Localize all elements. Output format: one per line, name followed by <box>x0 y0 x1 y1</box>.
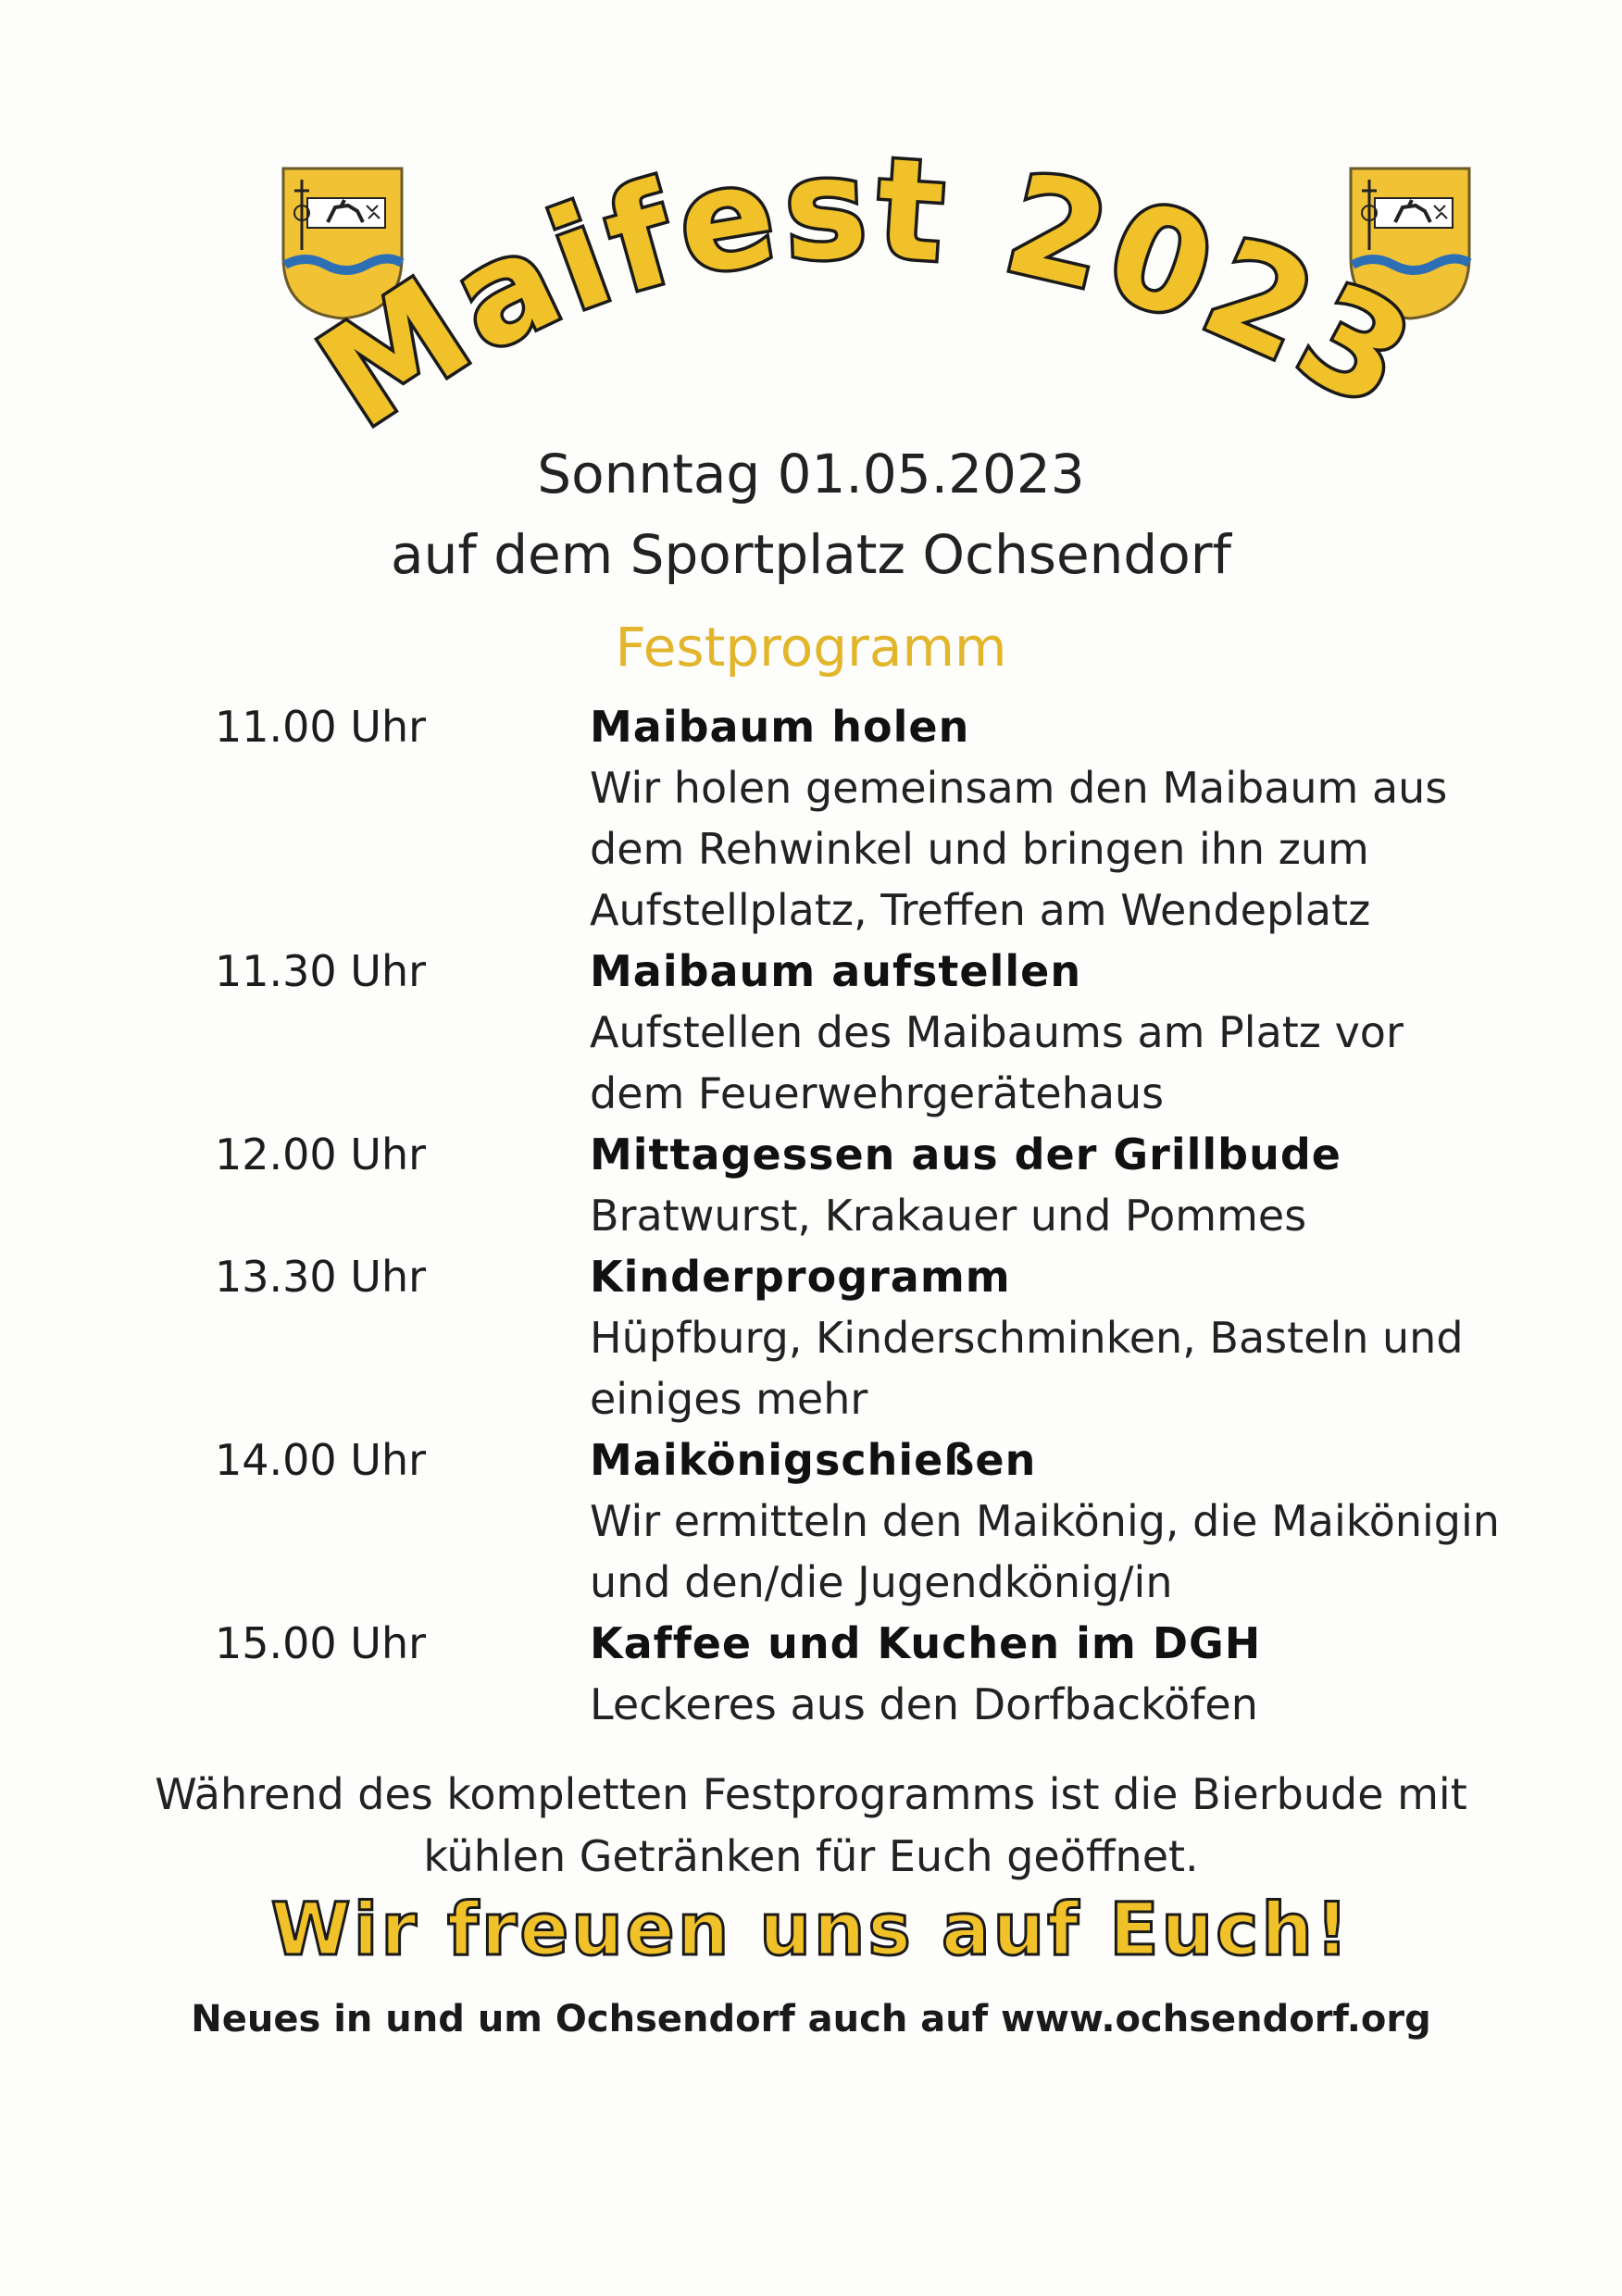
entry-time: 13.30 Uhr <box>215 1252 427 1302</box>
program-heading: Festprogramm <box>615 616 1007 679</box>
entry-time: 11.30 Uhr <box>215 946 427 996</box>
schedule-entry <box>215 1613 1529 1735</box>
schedule-entry <box>215 941 1529 1124</box>
footer-website: Neues in und um Ochsendorf auch auf www.ochsendorf.org <box>191 1998 1431 2040</box>
entry-description: Aufstellen des Maibaums am Platz vor dem Feuerwehrgerätehaus <box>590 1007 1404 1118</box>
entry-title: Maibaum holen <box>590 702 970 752</box>
page-title: Maifest 2023 <box>293 128 1441 459</box>
entry-description: Leckeres aus den Dorfbacköfen <box>590 1679 1258 1729</box>
bar-note: Während des kompletten Festprogramms ist die Bierbude mit kühlen Getränken für Euch geöffnet. <box>155 1769 1467 1881</box>
entry-description: Bratwurst, Krakauer und Pommes <box>590 1191 1307 1241</box>
schedule-entry <box>215 696 1529 941</box>
entry-title: Maikönigschießen <box>590 1435 1037 1485</box>
entry-title: Kaffee und Kuchen im DGH <box>590 1618 1262 1668</box>
entry-description: Hüpfburg, Kinderschminken, Basteln und einiges mehr <box>590 1313 1464 1424</box>
slogan: Wir freuen uns auf Euch! <box>270 1889 1352 1972</box>
schedule-entry <box>215 1246 1529 1429</box>
event-date: Sonntag 01.05.2023 <box>537 443 1085 505</box>
schedule-entry <box>215 1429 1529 1613</box>
entry-time: 11.00 Uhr <box>215 702 427 752</box>
entry-title: Mittagessen aus der Grillbude <box>590 1129 1341 1179</box>
schedule-list <box>215 696 1529 1735</box>
entry-description: Wir holen gemeinsam den Maibaum aus dem Rehwinkel und bringen ihn zum Aufstellplatz, Treffen am Wendeplatz <box>590 763 1448 935</box>
entry-description: Wir ermitteln den Maikönig, die Maikönigin und den/die Jugendkönig/in <box>590 1496 1500 1607</box>
event-venue: auf dem Sportplatz Ochsendorf <box>391 523 1231 586</box>
entry-time: 14.00 Uhr <box>215 1435 427 1485</box>
entry-time: 15.00 Uhr <box>215 1618 427 1668</box>
schedule-entry <box>215 1124 1529 1246</box>
entry-title: Kinderprogramm <box>590 1252 1011 1302</box>
entry-title: Maibaum aufstellen <box>590 946 1082 996</box>
entry-time: 12.00 Uhr <box>215 1129 427 1179</box>
